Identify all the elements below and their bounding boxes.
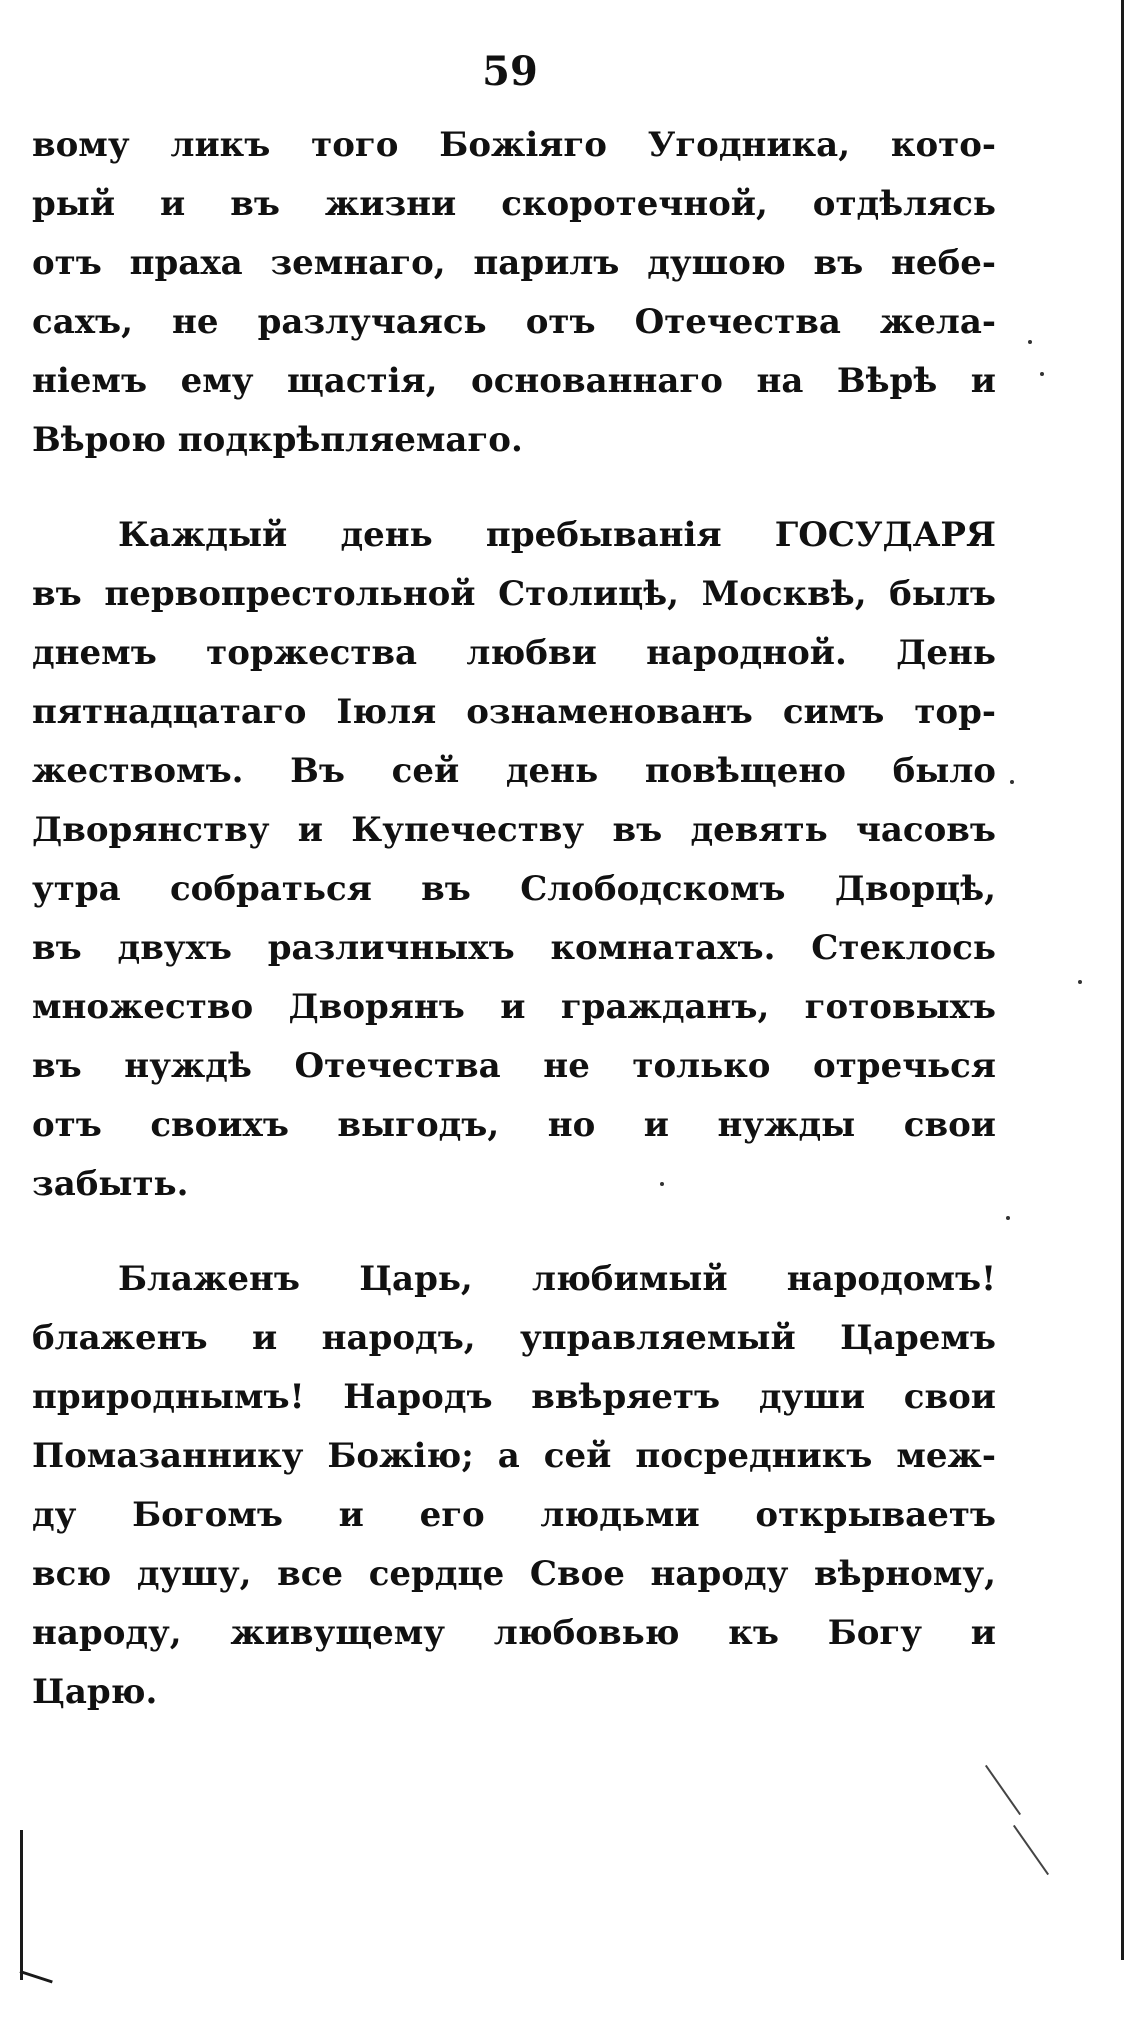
scan-speck xyxy=(1006,1216,1010,1220)
text-line: множество Дворянъ и гражданъ, готовыхъ xyxy=(32,987,996,1027)
paragraph-3 xyxy=(32,1250,996,1722)
text-line: блаженъ и народъ, управляемый Царемъ xyxy=(32,1318,996,1358)
text-line: пятнадцатаго Іюля ознаменованъ симъ тор- xyxy=(32,692,996,732)
scan-scratch xyxy=(1013,1825,1049,1875)
scan-scratch xyxy=(985,1765,1021,1815)
text-line: утра собраться въ Слободскомъ Дворцѣ, xyxy=(32,869,996,909)
text-line: отъ праха земнаго, парилъ душою въ небе- xyxy=(32,243,996,283)
text-line: вому ликъ того Божіяго Угодника, кото- xyxy=(32,125,996,165)
page-number: 59 xyxy=(482,48,538,95)
text-line: ду Богомъ и его людьми открываетъ xyxy=(32,1495,996,1535)
text-line: сахъ, не разлучаясь отъ Отечества жела- xyxy=(32,302,996,342)
text-line: ніемъ ему щастія, основаннаго на Вѣрѣ и xyxy=(32,361,996,401)
text-line: Помазаннику Божію; а сей посредникъ меж- xyxy=(32,1436,996,1476)
text-line: днемъ торжества любви народной. День xyxy=(32,633,996,673)
scan-speck xyxy=(1040,372,1044,376)
text-line: природнымъ! Народъ ввѣряетъ души свои xyxy=(32,1377,996,1417)
paragraph-2 xyxy=(32,506,996,1214)
text-line: Вѣрою подкрѣпляемаго. xyxy=(32,420,523,460)
text-line: забыть. xyxy=(32,1164,189,1204)
text-line: всю душу, все сердце Свое народу вѣрному, xyxy=(32,1554,996,1594)
text-line: Царю. xyxy=(32,1672,158,1712)
text-line: въ первопрестольной Столицѣ, Москвѣ, былъ xyxy=(32,574,996,614)
text-line: Блаженъ Царь, любимый народомъ! xyxy=(118,1259,996,1299)
text-line: рый и въ жизни скоротечной, отдѣлясь xyxy=(32,184,996,224)
text-line: жествомъ. Въ сей день повѣщено было xyxy=(32,751,996,791)
scan-speck xyxy=(660,1182,664,1186)
text-line: въ двухъ различныхъ комнатахъ. Стеклось xyxy=(32,928,996,968)
scan-speck xyxy=(1028,340,1032,344)
scan-speck xyxy=(1078,980,1082,984)
text-line: Дворянству и Купечеству въ девять часовъ xyxy=(32,810,996,850)
left-margin-mark xyxy=(20,1830,23,1980)
scan-speck xyxy=(1010,780,1014,784)
page-edge-rule xyxy=(1121,0,1124,1960)
left-margin-mark-foot xyxy=(20,1970,53,1983)
text-line: народу, живущему любовью къ Богу и xyxy=(32,1613,996,1653)
text-line: отъ своихъ выгодъ, но и нужды свои xyxy=(32,1105,996,1145)
text-line: Каждый день пребыванія ГОСУДАРЯ xyxy=(118,515,996,555)
paragraph-1 xyxy=(32,116,996,470)
text-line: въ нуждѣ Отечества не только отречься xyxy=(32,1046,996,1086)
